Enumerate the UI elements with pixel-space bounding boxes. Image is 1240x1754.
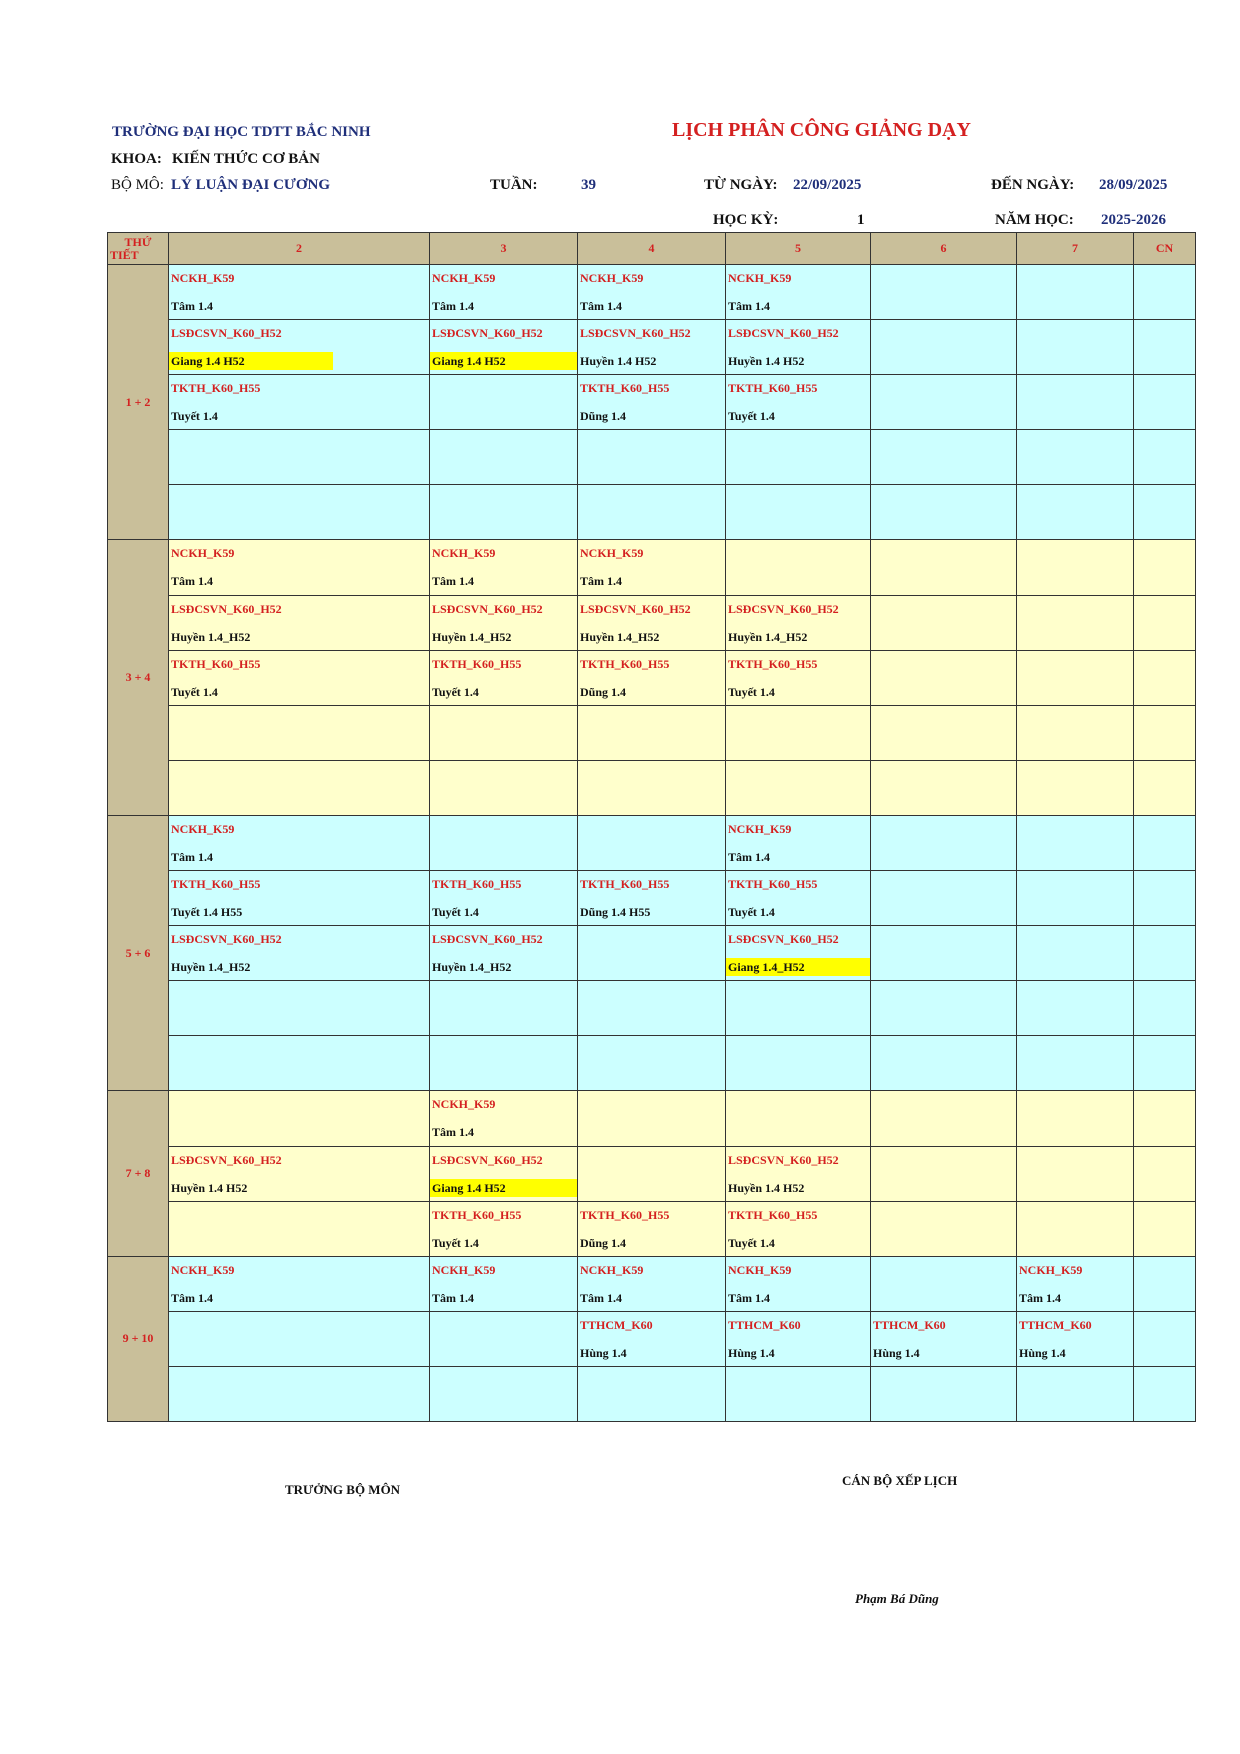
schedule-cell	[1134, 430, 1196, 485]
teacher-room: Tâm 1.4	[171, 849, 213, 864]
schedule-cell	[1017, 485, 1134, 540]
table-row	[108, 1146, 1196, 1201]
schedule-cell	[1017, 320, 1134, 375]
teacher-room: Tâm 1.4	[432, 1125, 474, 1140]
schedule-cell	[1134, 1146, 1196, 1201]
schedule-cell	[430, 815, 578, 870]
schedule-cell	[871, 375, 1017, 430]
teacher-room: Tuyết 1.4	[728, 905, 775, 920]
class-code: NCKH_K59	[432, 271, 496, 285]
class-code: LSĐCSVN_K60_H52	[432, 932, 543, 947]
class-code: TTHCM_K60	[728, 1317, 801, 1332]
schedule-cell	[169, 320, 430, 375]
schedule-cell	[578, 1091, 726, 1146]
schedule-cell	[1017, 1311, 1134, 1366]
schedule-cell	[578, 760, 726, 815]
teacher-room: Tâm 1.4	[171, 1290, 213, 1305]
class-code: TTHCM_K60	[873, 1317, 946, 1332]
teacher-room: Huyền 1.4_H52	[432, 960, 512, 975]
schedule-cell	[1017, 1256, 1134, 1311]
teacher-room: Dũng 1.4	[580, 684, 627, 699]
teacher-room: Dũng 1.4 H55	[580, 905, 651, 920]
class-code: TKTH_K60_H55	[171, 656, 261, 671]
class-code: NCKH_K59	[1019, 1262, 1083, 1277]
class-code: LSĐCSVN_K60_H52	[728, 601, 839, 616]
head-of-dept-label: TRƯỞNG BỘ MÔN	[285, 1482, 401, 1497]
year-label: NĂM HỌC:	[995, 212, 1074, 228]
schedule-cell	[430, 1201, 578, 1256]
schedule-cell	[726, 1366, 871, 1421]
teacher-room: Tâm 1.4	[1019, 1290, 1061, 1305]
schedule-cell	[578, 265, 726, 320]
schedule-cell	[169, 650, 430, 705]
schedule-cell	[1134, 320, 1196, 375]
schedule-cell	[871, 981, 1017, 1036]
teacher-room: Huyền 1.4 H52	[171, 1180, 248, 1195]
teacher-room: Giang 1.4 H52	[430, 352, 577, 370]
faculty-name: KIẾN THỨC CƠ BẢN	[172, 151, 320, 167]
day-header-4: 4	[578, 233, 726, 265]
class-code: NCKH_K59	[580, 1262, 644, 1277]
teacher-room: Huyền 1.4_H52	[171, 629, 251, 644]
year-value: 2025-2026	[1101, 212, 1166, 228]
class-code: LSĐCSVN_K60_H52	[432, 1152, 543, 1167]
schedule-cell	[1017, 540, 1134, 595]
schedule-cell	[726, 1311, 871, 1366]
teacher-room: Tâm 1.4	[432, 574, 474, 589]
class-code: LSĐCSVN_K60_H52	[171, 326, 282, 341]
schedule-cell	[430, 540, 578, 595]
schedule-cell	[1017, 1201, 1134, 1256]
schedule-cell	[430, 650, 578, 705]
class-code: TKTH_K60_H55	[580, 1207, 670, 1222]
teacher-room: Huyền 1.4 H52	[728, 354, 805, 369]
day-header-7: 7	[1017, 233, 1134, 265]
from-date: 22/09/2025	[793, 177, 862, 193]
table-row	[108, 265, 1196, 320]
to-label: ĐẾN NGÀY:	[991, 177, 1075, 193]
teacher-room: Hùng 1.4	[873, 1345, 920, 1360]
schedule-cell	[871, 320, 1017, 375]
day-header-cn: CN	[1134, 233, 1196, 265]
class-code: LSĐCSVN_K60_H52	[171, 1152, 282, 1167]
teacher-room: Tuyết 1.4	[171, 684, 218, 699]
schedule-cell	[169, 430, 430, 485]
schedule-body	[108, 265, 1196, 1422]
schedule-cell	[578, 430, 726, 485]
teacher-room: Tâm 1.4	[728, 1290, 770, 1305]
corner-bottom: TIẾT	[110, 247, 139, 262]
teacher-room: Huyền 1.4_H52	[171, 960, 251, 975]
schedule-cell	[169, 375, 430, 430]
teacher-room: Hùng 1.4	[580, 1345, 627, 1360]
class-code: NCKH_K59	[171, 1262, 235, 1277]
schedule-cell	[726, 705, 871, 760]
teacher-room: Tâm 1.4	[432, 299, 474, 313]
corner-top: THỨ	[124, 234, 152, 249]
class-code: NCKH_K59	[171, 821, 235, 836]
schedule-cell	[726, 1091, 871, 1146]
period-label: 3 + 4	[108, 540, 169, 815]
table-row	[108, 1201, 1196, 1256]
period-label: 7 + 8	[108, 1091, 169, 1256]
schedule-cell	[430, 1311, 578, 1366]
teacher-room: Tâm 1.4	[728, 299, 770, 313]
teacher-room: Giang 1.4 H52	[169, 352, 333, 370]
class-code: LSĐCSVN_K60_H52	[728, 326, 839, 341]
teacher-room: Huyền 1.4_H52	[580, 629, 660, 644]
day-header-6: 6	[871, 233, 1017, 265]
class-code: TKTH_K60_H55	[728, 1207, 818, 1222]
schedule-cell	[578, 1146, 726, 1201]
schedule-cell	[1134, 650, 1196, 705]
teacher-room: Tâm 1.4	[580, 574, 622, 589]
schedule-cell	[726, 485, 871, 540]
schedule-cell	[430, 375, 578, 430]
schedule-table	[107, 232, 1196, 1422]
dept-name: LÝ LUẬN ĐẠI CƯƠNG	[171, 177, 331, 193]
class-code: TKTH_K60_H55	[432, 656, 522, 671]
schedule-cell	[726, 265, 871, 320]
teacher-room: Tuyết 1.4	[728, 409, 775, 424]
teacher-room: Tâm 1.4	[171, 574, 213, 589]
semester-label: HỌC KỲ:	[713, 212, 779, 228]
teacher-room: Giang 1.4_H52	[726, 958, 870, 976]
teacher-room: Tuyết 1.4	[432, 905, 479, 920]
schedule-cell	[1134, 1366, 1196, 1421]
table-row	[108, 430, 1196, 485]
schedule-cell	[169, 760, 430, 815]
schedule-cell	[1134, 760, 1196, 815]
schedule-cell	[430, 1256, 578, 1311]
schedule-cell	[578, 926, 726, 981]
header-row	[108, 233, 1196, 265]
schedule-cell	[1134, 981, 1196, 1036]
schedule-cell	[871, 1311, 1017, 1366]
schedule-cell	[871, 540, 1017, 595]
schedule-cell	[430, 760, 578, 815]
class-code: LSĐCSVN_K60_H52	[728, 1152, 839, 1167]
schedule-cell	[871, 926, 1017, 981]
schedule-cell	[871, 815, 1017, 870]
teacher-room: Tuyết 1.4	[728, 684, 775, 699]
class-code: TKTH_K60_H55	[728, 877, 818, 892]
schedule-cell	[578, 320, 726, 375]
table-row	[108, 1366, 1196, 1421]
schedule-cell	[726, 1256, 871, 1311]
class-code: TKTH_K60_H55	[728, 381, 818, 396]
to-date: 28/09/2025	[1099, 177, 1168, 193]
schedule-cell	[430, 926, 578, 981]
page-title: LỊCH PHÂN CÔNG GIẢNG DẠY	[672, 119, 971, 141]
schedule-cell	[578, 981, 726, 1036]
schedule-cell	[169, 540, 430, 595]
schedule-cell	[1134, 1036, 1196, 1091]
class-code: TKTH_K60_H55	[728, 656, 818, 671]
dept-label: BỘ MÔ:	[111, 177, 164, 193]
from-label: TỪ NGÀY:	[704, 177, 778, 193]
schedule-cell	[1017, 375, 1134, 430]
schedule-cell	[1017, 1366, 1134, 1421]
schedule-cell	[430, 265, 578, 320]
period-label: 1 + 2	[108, 265, 169, 540]
table-row	[108, 1091, 1196, 1146]
table-row	[108, 871, 1196, 926]
schedule-cell	[871, 705, 1017, 760]
table-row	[108, 540, 1196, 595]
period-label: 9 + 10	[108, 1256, 169, 1421]
teacher-room: Tuyết 1.4	[432, 684, 479, 699]
class-code: NCKH_K59	[580, 271, 644, 285]
table-row	[108, 650, 1196, 705]
schedule-cell	[430, 871, 578, 926]
class-code: LSĐCSVN_K60_H52	[432, 326, 543, 341]
table-row	[108, 1256, 1196, 1311]
schedule-cell	[871, 1201, 1017, 1256]
schedule-cell	[578, 1366, 726, 1421]
schedule-cell	[871, 760, 1017, 815]
schedule-cell	[1017, 981, 1134, 1036]
schedule-cell	[726, 430, 871, 485]
schedule-cell	[430, 1091, 578, 1146]
schedule-cell	[430, 320, 578, 375]
schedule-cell	[726, 375, 871, 430]
schedule-cell	[169, 1256, 430, 1311]
schedule-cell	[430, 705, 578, 760]
schedule-cell	[169, 981, 430, 1036]
class-code: TKTH_K60_H55	[171, 877, 261, 892]
schedule-cell	[871, 650, 1017, 705]
class-code: NCKH_K59	[171, 546, 235, 561]
schedule-cell	[578, 485, 726, 540]
teacher-room: Tâm 1.4	[580, 1290, 622, 1305]
schedule-cell	[578, 1311, 726, 1366]
table-row	[108, 760, 1196, 815]
schedule-cell	[1134, 705, 1196, 760]
schedule-cell	[578, 650, 726, 705]
schedule-cell	[871, 485, 1017, 540]
schedule-cell	[430, 981, 578, 1036]
teacher-room: Tuyết 1.4	[432, 1235, 479, 1250]
schedule-cell	[1134, 485, 1196, 540]
schedule-cell	[1134, 1201, 1196, 1256]
class-code: TTHCM_K60	[1019, 1317, 1092, 1332]
teacher-room: Tâm 1.4	[580, 299, 622, 313]
teacher-room: Tâm 1.4	[432, 1290, 474, 1305]
schedule-cell	[871, 1146, 1017, 1201]
corner-cell	[108, 233, 169, 265]
schedule-cell	[169, 926, 430, 981]
class-code: LSĐCSVN_K60_H52	[171, 932, 282, 947]
schedule-cell	[578, 1201, 726, 1256]
day-header-2: 2	[169, 233, 430, 265]
schedule-cell	[726, 650, 871, 705]
schedule-cell	[1017, 760, 1134, 815]
faculty-label: KHOA:	[111, 151, 162, 167]
schedule-cell	[578, 1036, 726, 1091]
schedule-cell	[169, 595, 430, 650]
day-header-3: 3	[430, 233, 578, 265]
schedule-cell	[726, 760, 871, 815]
schedule-cell	[1134, 595, 1196, 650]
schedule-cell	[1017, 650, 1134, 705]
week-value: 39	[581, 177, 596, 193]
schedule-cell	[1134, 926, 1196, 981]
schedule-cell	[578, 540, 726, 595]
class-code: LSĐCSVN_K60_H52	[580, 601, 691, 616]
class-code: NCKH_K59	[728, 1262, 792, 1277]
class-code: TKTH_K60_H55	[580, 656, 670, 671]
table-row	[108, 595, 1196, 650]
schedule-cell	[871, 1366, 1017, 1421]
schedule-cell	[169, 705, 430, 760]
schedule-cell	[726, 815, 871, 870]
schedule-cell	[871, 595, 1017, 650]
schedule-cell	[578, 871, 726, 926]
teacher-room: Giang 1.4 H52	[430, 1179, 577, 1197]
schedule-cell	[578, 1256, 726, 1311]
table-row	[108, 926, 1196, 981]
schedule-cell	[578, 705, 726, 760]
schedule-cell	[430, 1146, 578, 1201]
table-row	[108, 1311, 1196, 1366]
schedule-cell	[169, 1311, 430, 1366]
schedule-cell	[726, 595, 871, 650]
schedule-cell	[430, 430, 578, 485]
table-row	[108, 705, 1196, 760]
schedule-cell	[169, 871, 430, 926]
schedule-cell	[430, 595, 578, 650]
schedule-cell	[871, 1091, 1017, 1146]
schedule-cell	[169, 1091, 430, 1146]
schedule-cell	[169, 265, 430, 320]
schedule-cell	[430, 1366, 578, 1421]
class-code: NCKH_K59	[728, 271, 792, 285]
class-code: LSĐCSVN_K60_H52	[580, 326, 691, 341]
schedule-cell	[169, 1146, 430, 1201]
class-code: NCKH_K59	[580, 546, 644, 561]
class-code: LSĐCSVN_K60_H52	[728, 932, 839, 947]
teacher-room: Dũng 1.4	[580, 409, 627, 424]
week-label: TUẦN:	[490, 177, 538, 193]
schedule-cell	[1017, 815, 1134, 870]
schedule-cell	[1017, 595, 1134, 650]
scheduler-label: CÁN BỘ XẾP LỊCH	[842, 1473, 958, 1488]
class-code: LSĐCSVN_K60_H52	[432, 601, 543, 616]
schedule-cell	[1134, 815, 1196, 870]
class-code: TKTH_K60_H55	[580, 877, 670, 892]
schedule-cell	[726, 540, 871, 595]
teacher-room: Hùng 1.4	[728, 1345, 775, 1360]
schedule-cell	[1017, 705, 1134, 760]
schedule-cell	[1017, 265, 1134, 320]
class-code: NCKH_K59	[432, 1262, 496, 1277]
teacher-room: Tâm 1.4	[728, 849, 770, 864]
schedule-cell	[169, 1366, 430, 1421]
schedule-cell	[578, 815, 726, 870]
schedule-cell	[871, 1256, 1017, 1311]
teacher-room: Huyền 1.4_H52	[432, 629, 512, 644]
teacher-room: Tuyết 1.4	[728, 1235, 775, 1250]
schedule-cell	[1017, 926, 1134, 981]
table-row	[108, 815, 1196, 870]
schedule-cell	[726, 871, 871, 926]
semester-value: 1	[857, 212, 865, 228]
schedule-cell	[1134, 265, 1196, 320]
schedule-cell	[430, 1036, 578, 1091]
schedule-cell	[871, 871, 1017, 926]
schedule-cell	[1017, 1091, 1134, 1146]
schedule-cell	[1134, 375, 1196, 430]
schedule-cell	[1134, 1091, 1196, 1146]
class-code: NCKH_K59	[432, 1097, 496, 1112]
schedule-cell	[1134, 1256, 1196, 1311]
table-row	[108, 1036, 1196, 1091]
class-code: TKTH_K60_H55	[580, 381, 670, 396]
schedule-cell	[1017, 430, 1134, 485]
schedule-cell	[726, 320, 871, 375]
schedule-cell	[578, 375, 726, 430]
teacher-room: Huyền 1.4 H52	[728, 1180, 805, 1195]
schedule-cell	[871, 265, 1017, 320]
class-code: TKTH_K60_H55	[432, 1207, 522, 1222]
table-row	[108, 375, 1196, 430]
day-header-5: 5	[726, 233, 871, 265]
class-code: TTHCM_K60	[580, 1317, 653, 1332]
schedule-cell	[169, 815, 430, 870]
class-code: TKTH_K60_H55	[171, 381, 261, 396]
schedule-cell	[1017, 1146, 1134, 1201]
class-code: NCKH_K59	[432, 546, 496, 561]
class-code: LSĐCSVN_K60_H52	[171, 601, 282, 616]
schedule-cell	[169, 1036, 430, 1091]
teacher-room: Hùng 1.4	[1019, 1345, 1066, 1360]
schedule-cell	[871, 1036, 1017, 1091]
teacher-room: Tâm 1.4	[171, 299, 213, 313]
schedule-cell	[430, 485, 578, 540]
schedule-cell	[726, 981, 871, 1036]
teacher-room: Huyền 1.4 H52	[580, 354, 657, 369]
teacher-room: Tuyết 1.4 H55	[171, 905, 243, 920]
school-name: TRƯỜNG ĐẠI HỌC TDTT BẮC NINH	[112, 124, 371, 140]
schedule-cell	[578, 595, 726, 650]
table-row	[108, 981, 1196, 1036]
class-code: TKTH_K60_H55	[432, 877, 522, 892]
schedule-cell	[1017, 871, 1134, 926]
teacher-room: Dũng 1.4	[580, 1235, 627, 1250]
schedule-cell	[726, 926, 871, 981]
schedule-cell	[726, 1036, 871, 1091]
schedule-cell	[169, 485, 430, 540]
teacher-room: Huyền 1.4_H52	[728, 629, 808, 644]
table-row	[108, 320, 1196, 375]
schedule-cell	[1134, 871, 1196, 926]
class-code: NCKH_K59	[728, 821, 792, 836]
schedule-cell	[871, 430, 1017, 485]
schedule-cell	[1134, 1311, 1196, 1366]
schedule-cell	[1017, 1036, 1134, 1091]
schedule-cell	[726, 1146, 871, 1201]
period-label: 5 + 6	[108, 815, 169, 1090]
class-code: NCKH_K59	[171, 271, 235, 285]
scheduler-signature-name: Phạm Bá Dũng	[855, 1591, 939, 1606]
schedule-cell	[726, 1201, 871, 1256]
schedule-cell	[1134, 540, 1196, 595]
teacher-room: Tuyết 1.4	[171, 409, 218, 424]
table-row	[108, 485, 1196, 540]
schedule-cell	[169, 1201, 430, 1256]
